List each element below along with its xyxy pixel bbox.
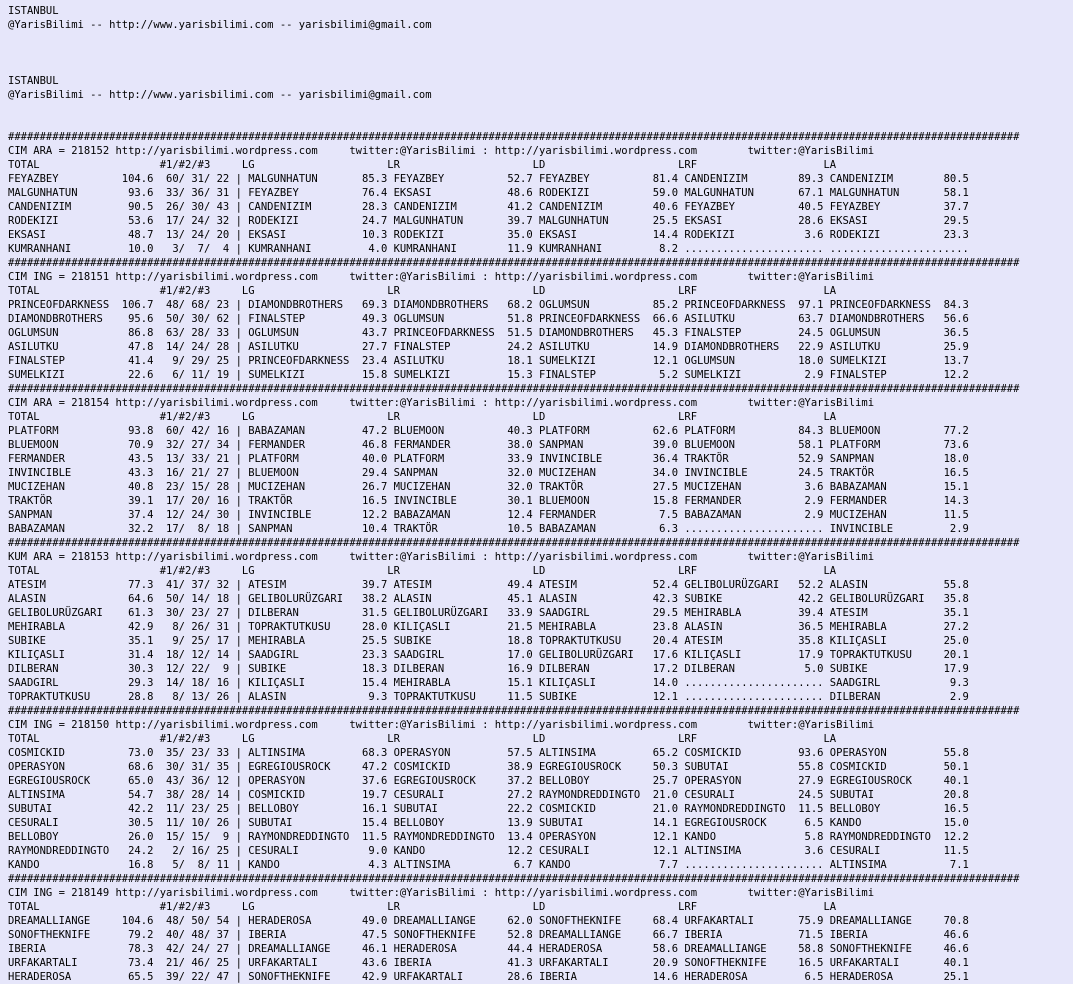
text-line: CIM ING = 218151 http://yarisbilimi.wordpress.com twitter:@YarisBilimi : http://yarisbilimi.wordpress.com twitter:@YarisBilimi bbox=[8, 271, 875, 283]
text-line: KUM ARA = 218153 http://yarisbilimi.wordpress.com twitter:@YarisBilimi : http://yarisbilimi.wordpress.com twitter:@YarisBilimi bbox=[8, 551, 875, 563]
text-line: PLATFORM 93.8 60/ 42/ 16 | BABAZAMAN 47.2 BLUEMOON 40.3 PLATFORM 62.6 PLATFORM 84.3 BLUEMOON 77.2 bbox=[8, 425, 969, 437]
text-line: KUMRANHANI 10.0 3/ 7/ 4 | KUMRANHANI 4.0 KUMRANHANI 11.9 KUMRANHANI 8.2 ...................... ...................... bbox=[8, 243, 969, 255]
text-line: ATESIM 77.3 41/ 37/ 32 | ATESIM 39.7 ATESIM 49.4 ATESIM 52.4 GELIBOLURÜZGARI 52.2 ALASIN 55.8 bbox=[8, 579, 969, 591]
text-line bbox=[8, 46, 1073, 60]
text-line: SUBUTAI 42.2 11/ 23/ 25 | BELLOBOY 16.1 SUBUTAI 22.2 COSMICKID 21.0 RAYMONDREDDINGTO 11.5 BELLOBOY 16.5 bbox=[8, 803, 969, 815]
text-line: ################################################################################################################################################################ bbox=[8, 873, 1020, 885]
text-line: CIM ARA = 218152 http://yarisbilimi.wordpress.com twitter:@YarisBilimi : http://yarisbilimi.wordpress.com twitter:@YarisBilimi bbox=[8, 145, 875, 157]
text-line: ASILUTKU 47.8 14/ 24/ 28 | ASILUTKU 27.7 FINALSTEP 24.2 ASILUTKU 14.9 DIAMONDBROTHERS 22.9 ASILUTKU 25.9 bbox=[8, 341, 969, 353]
text-line: DREAMALLIANGE 104.6 48/ 50/ 54 | HERADEROSA 49.0 DREAMALLIANGE 62.0 SONOFTHEKNIFE 68.4 URFAKARTALI 75.9 DREAMALLIANGE 70.8 bbox=[8, 915, 969, 927]
text-line: ################################################################################################################################################################ bbox=[8, 537, 1020, 549]
text-line: ################################################################################################################################################################ bbox=[8, 257, 1020, 269]
text-line: TOTAL #1/#2/#3 LG LR LD LRF LA bbox=[8, 733, 837, 745]
text-line: @YarisBilimi -- http://www.yarisbilimi.com -- yarisbilimi@gmail.com bbox=[8, 19, 432, 31]
text-line: HERADEROSA 65.5 39/ 22/ 47 | SONOFTHEKNIFE 42.9 URFAKARTALI 28.6 IBERIA 14.6 HERADEROSA 6.5 HERADEROSA 25.1 bbox=[8, 971, 969, 983]
text-line: ALTINSIMA 54.7 38/ 28/ 14 | COSMICKID 19.7 CESURALI 27.2 RAYMONDREDDINGTO 21.0 CESURALI 24.5 SUBUTAI 20.8 bbox=[8, 789, 969, 801]
text-line: BLUEMOON 70.9 32/ 27/ 34 | FERMANDER 46.8 FERMANDER 38.0 SANPMAN 39.0 BLUEMOON 58.1 PLATFORM 73.6 bbox=[8, 439, 969, 451]
text-line: MALGUNHATUN 93.6 33/ 36/ 31 | FEYAZBEY 76.4 EKSASI 48.6 RODEKIZI 59.0 MALGUNHATUN 67.1 MALGUNHATUN 58.1 bbox=[8, 187, 969, 199]
text-line: TOTAL #1/#2/#3 LG LR LD LRF LA bbox=[8, 159, 837, 171]
text-line: SANPMAN 37.4 12/ 24/ 30 | INVINCIBLE 12.2 BABAZAMAN 12.4 FERMANDER 7.5 BABAZAMAN 2.9 MUCIZEHAN 11.5 bbox=[8, 509, 969, 521]
text-line: EGREGIOUSROCK 65.0 43/ 36/ 12 | OPERASYON 37.6 EGREGIOUSROCK 37.2 BELLOBOY 25.7 OPERASYON 27.9 EGREGIOUSROCK 40.1 bbox=[8, 775, 969, 787]
text-line: ################################################################################################################################################################ bbox=[8, 383, 1020, 395]
text-line: COSMICKID 73.0 35/ 23/ 33 | ALTINSIMA 68.3 OPERASYON 57.5 ALTINSIMA 65.2 COSMICKID 93.6 OPERASYON 55.8 bbox=[8, 747, 969, 759]
text-line: SAADGIRL 29.3 14/ 18/ 16 | KILIÇASLI 15.4 MEHIRABLA 15.1 KILIÇASLI 14.0 ...................... SAADGIRL 9.3 bbox=[8, 677, 969, 689]
text-line: KILIÇASLI 31.4 18/ 12/ 14 | SAADGIRL 23.3 SAADGIRL 17.0 GELIBOLURÜZGARI 17.6 KILIÇASLI 17.9 TOPRAKTUTKUSU 20.1 bbox=[8, 649, 969, 661]
text-line: CIM ING = 218149 http://yarisbilimi.wordpress.com twitter:@YarisBilimi : http://yarisbilimi.wordpress.com twitter:@YarisBilimi bbox=[8, 887, 875, 899]
text-line: INVINCIBLE 43.3 16/ 21/ 27 | BLUEMOON 29.4 SANPMAN 32.0 MUCIZEHAN 34.0 INVINCIBLE 24.5 TRAKTÖR 16.5 bbox=[8, 467, 969, 479]
text-line: TOTAL #1/#2/#3 LG LR LD LRF LA bbox=[8, 901, 837, 913]
text-line: OPERASYON 68.6 30/ 31/ 35 | EGREGIOUSROCK 47.2 COSMICKID 38.9 EGREGIOUSROCK 50.3 SUBUTAI 55.8 COSMICKID 50.1 bbox=[8, 761, 969, 773]
text-line: CIM ING = 218150 http://yarisbilimi.wordpress.com twitter:@YarisBilimi : http://yarisbilimi.wordpress.com twitter:@YarisBilimi bbox=[8, 719, 875, 731]
text-line: FERMANDER 43.5 13/ 33/ 21 | PLATFORM 40.0 PLATFORM 33.9 INVINCIBLE 36.4 TRAKTÖR 52.9 SANPMAN 18.0 bbox=[8, 453, 969, 465]
text-line bbox=[8, 116, 1073, 130]
text-line: CANDENIZIM 90.5 26/ 30/ 43 | CANDENIZIM 28.3 CANDENIZIM 41.2 CANDENIZIM 40.6 FEYAZBEY 40.5 FEYAZBEY 37.7 bbox=[8, 201, 969, 213]
text-line: SUMELKIZI 22.6 6/ 11/ 19 | SUMELKIZI 15.8 SUMELKIZI 15.3 FINALSTEP 5.2 SUMELKIZI 2.9 FINALSTEP 12.2 bbox=[8, 369, 969, 381]
text-line bbox=[8, 60, 1073, 74]
text-line: URFAKARTALI 73.4 21/ 46/ 25 | URFAKARTALI 43.6 IBERIA 41.3 URFAKARTALI 20.9 SONOFTHEKNIFE 16.5 URFAKARTALI 40.1 bbox=[8, 957, 969, 969]
text-line bbox=[8, 102, 1073, 116]
text-line: SONOFTHEKNIFE 79.2 40/ 48/ 37 | IBERIA 47.5 SONOFTHEKNIFE 52.8 DREAMALLIANGE 66.7 IBERIA 71.5 IBERIA 46.6 bbox=[8, 929, 969, 941]
text-line: CIM ARA = 218154 http://yarisbilimi.wordpress.com twitter:@YarisBilimi : http://yarisbilimi.wordpress.com twitter:@YarisBilimi bbox=[8, 397, 875, 409]
text-line: ALASIN 64.6 50/ 14/ 18 | GELIBOLURÜZGARI 38.2 ALASIN 45.1 ALASIN 42.3 SUBIKE 42.2 GELIBOLURÜZGARI 35.8 bbox=[8, 593, 969, 605]
text-line bbox=[8, 32, 1073, 46]
text-line: MEHIRABLA 42.9 8/ 26/ 31 | TOPRAKTUTKUSU 28.0 KILIÇASLI 21.5 MEHIRABLA 23.8 ALASIN 36.5 MEHIRABLA 27.2 bbox=[8, 621, 969, 633]
text-line: DILBERAN 30.3 12/ 22/ 9 | SUBIKE 18.3 DILBERAN 16.9 DILBERAN 17.2 DILBERAN 5.0 SUBIKE 17.9 bbox=[8, 663, 969, 675]
text-line: BELLOBOY 26.0 15/ 15/ 9 | RAYMONDREDDINGTO 11.5 RAYMONDREDDINGTO 13.4 OPERASYON 12.1 KANDO 5.8 RAYMONDREDDINGTO 12.2 bbox=[8, 831, 969, 843]
text-line: KANDO 16.8 5/ 8/ 11 | KANDO 4.3 ALTINSIMA 6.7 KANDO 7.7 ...................... ALTINSIMA 7.1 bbox=[8, 859, 969, 871]
text-line: BABAZAMAN 32.2 17/ 8/ 18 | SANPMAN 10.4 TRAKTÖR 10.5 BABAZAMAN 6.3 ...................... INVINCIBLE 2.9 bbox=[8, 523, 969, 535]
text-line: ISTANBUL bbox=[8, 75, 59, 87]
text-line: CESURALI 30.5 11/ 10/ 26 | SUBUTAI 15.4 BELLOBOY 13.9 SUBUTAI 14.1 EGREGIOUSROCK 6.5 KANDO 15.0 bbox=[8, 817, 969, 829]
text-line: TOPRAKTUTKUSU 28.8 8/ 13/ 26 | ALASIN 9.3 TOPRAKTUTKUSU 11.5 SUBIKE 12.1 ...................... DILBERAN 2.9 bbox=[8, 691, 969, 703]
text-line: MUCIZEHAN 40.8 23/ 15/ 28 | MUCIZEHAN 26.7 MUCIZEHAN 32.0 TRAKTÖR 27.5 MUCIZEHAN 3.6 BABAZAMAN 15.1 bbox=[8, 481, 969, 493]
text-line: TOTAL #1/#2/#3 LG LR LD LRF LA bbox=[8, 285, 837, 297]
text-line: PRINCEOFDARKNESS 106.7 48/ 68/ 23 | DIAMONDBROTHERS 69.3 DIAMONDBROTHERS 68.2 OGLUMSUN 85.2 PRINCEOFDARKNESS 97.1 PRINCEOFDARKNESS 84.3 bbox=[8, 299, 969, 311]
text-line: SUBIKE 35.1 9/ 25/ 17 | MEHIRABLA 25.5 SUBIKE 18.8 TOPRAKTUTKUSU 20.4 ATESIM 35.8 KILIÇASLI 25.0 bbox=[8, 635, 969, 647]
text-line: ################################################################################################################################################################ bbox=[8, 705, 1020, 717]
text-line: RAYMONDREDDINGTO 24.2 2/ 16/ 25 | CESURALI 9.0 KANDO 12.2 CESURALI 12.1 ALTINSIMA 3.6 CESURALI 11.5 bbox=[8, 845, 969, 857]
text-line: RODEKIZI 53.6 17/ 24/ 32 | RODEKIZI 24.7 MALGUNHATUN 39.7 MALGUNHATUN 25.5 EKSASI 28.6 EKSASI 29.5 bbox=[8, 215, 969, 227]
text-line: DIAMONDBROTHERS 95.6 50/ 30/ 62 | FINALSTEP 49.3 OGLUMSUN 51.8 PRINCEOFDARKNESS 66.6 ASILUTKU 63.7 DIAMONDBROTHERS 56.6 bbox=[8, 313, 969, 325]
text-line: FEYAZBEY 104.6 60/ 31/ 22 | MALGUNHATUN 85.3 FEYAZBEY 52.7 FEYAZBEY 81.4 CANDENIZIM 89.3 CANDENIZIM 80.5 bbox=[8, 173, 969, 185]
text-line: @YarisBilimi -- http://www.yarisbilimi.com -- yarisbilimi@gmail.com bbox=[8, 89, 432, 101]
text-line: ISTANBUL bbox=[8, 5, 59, 17]
text-line: FINALSTEP 41.4 9/ 29/ 25 | PRINCEOFDARKNESS 23.4 ASILUTKU 18.1 SUMELKIZI 12.1 OGLUMSUN 18.0 SUMELKIZI 13.7 bbox=[8, 355, 969, 367]
text-line: TRAKTÖR 39.1 17/ 20/ 16 | TRAKTÖR 16.5 INVINCIBLE 30.1 BLUEMOON 15.8 FERMANDER 2.9 FERMANDER 14.3 bbox=[8, 495, 969, 507]
text-line: IBERIA 78.3 42/ 24/ 27 | DREAMALLIANGE 46.1 HERADEROSA 44.4 HERADEROSA 58.6 DREAMALLIANGE 58.8 SONOFTHEKNIFE 46.6 bbox=[8, 943, 969, 955]
text-line: GELIBOLURÜZGARI 61.3 30/ 23/ 27 | DILBERAN 31.5 GELIBOLURÜZGARI 33.9 SAADGIRL 29.5 MEHIRABLA 39.4 ATESIM 35.1 bbox=[8, 607, 969, 619]
text-line: OGLUMSUN 86.8 63/ 28/ 33 | OGLUMSUN 43.7 PRINCEOFDARKNESS 51.5 DIAMONDBROTHERS 45.3 FINALSTEP 24.5 OGLUMSUN 36.5 bbox=[8, 327, 969, 339]
text-line: TOTAL #1/#2/#3 LG LR LD LRF LA bbox=[8, 411, 837, 423]
text-line: TOTAL #1/#2/#3 LG LR LD LRF LA bbox=[8, 565, 837, 577]
text-line: ################################################################################################################################################################ bbox=[8, 131, 1020, 143]
text-line: EKSASI 48.7 13/ 24/ 20 | EKSASI 10.3 RODEKIZI 35.0 EKSASI 14.4 RODEKIZI 3.6 RODEKIZI 23.3 bbox=[8, 229, 969, 241]
